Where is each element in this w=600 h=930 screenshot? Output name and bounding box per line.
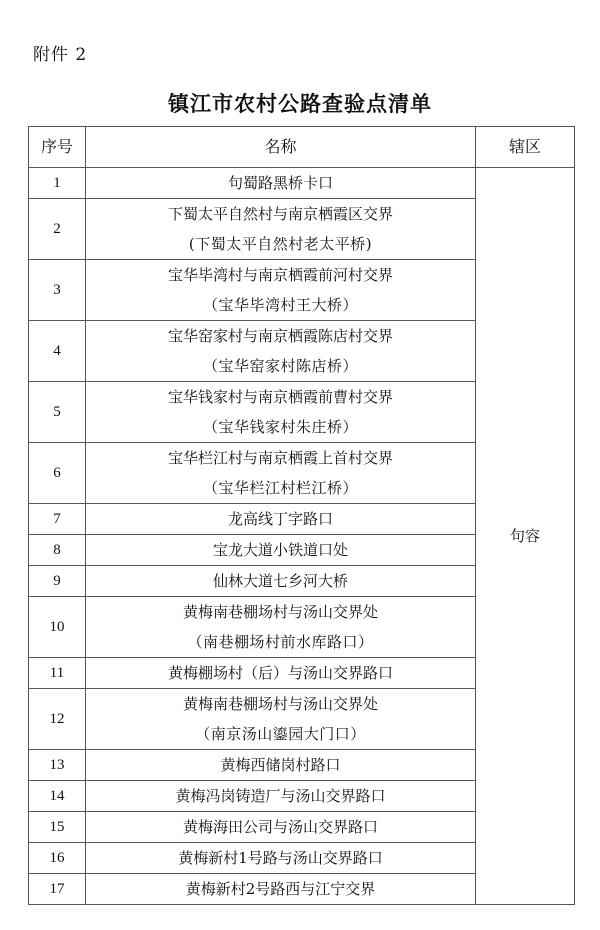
- row-name-cell: [86, 443, 476, 504]
- row-name: 黄梅新村1号路与汤山交界路口: [178, 849, 383, 867]
- row-name-cell: [86, 535, 476, 566]
- row-serial-number: 11: [29, 658, 86, 689]
- header-serial-number: 序号: [29, 127, 86, 168]
- row-name: 宝华毕湾村与南京栖霞前河村交界: [167, 266, 393, 284]
- row-name-note: （南巷棚场村前水库路口）: [187, 633, 374, 651]
- row-serial-number: 2: [29, 199, 86, 260]
- row-name: 黄梅新村2号路西与江宁交界: [185, 880, 376, 898]
- row-name: 宝华窑家村与南京栖霞陈店村交界: [167, 327, 393, 345]
- row-name-note: (下蜀太平自然村老太平桥): [188, 235, 373, 253]
- table-header-row: [29, 127, 575, 168]
- row-name: 黄梅南巷棚场村与汤山交界处: [182, 695, 378, 713]
- row-name-cell: [86, 843, 476, 874]
- row-name-cell: [86, 689, 476, 750]
- row-name-cell: [86, 504, 476, 535]
- row-name-cell: [86, 168, 476, 199]
- row-name: 黄梅棚场村（后）与汤山交界路口: [167, 664, 393, 682]
- row-name-cell: [86, 321, 476, 382]
- row-serial-number: 4: [29, 321, 86, 382]
- row-name-note: （宝华钱家村朱庄桥）: [202, 418, 358, 436]
- row-name-note: （宝华栏江村栏江桥）: [202, 479, 358, 497]
- row-serial-number: 14: [29, 781, 86, 812]
- row-name: 仙林大道七乡河大桥: [212, 572, 348, 590]
- row-name: 宝龙大道小铁道口处: [212, 541, 348, 559]
- row-serial-number: 8: [29, 535, 86, 566]
- table-body: [29, 168, 575, 905]
- row-serial-number: 17: [29, 874, 86, 905]
- row-serial-number: 6: [29, 443, 86, 504]
- row-name-note: （南京汤山鎏园大门口）: [195, 725, 366, 743]
- row-name: 下蜀太平自然村与南京栖霞区交界: [167, 205, 393, 223]
- district-cell: 句容: [476, 168, 575, 905]
- row-serial-number: 12: [29, 689, 86, 750]
- row-serial-number: 13: [29, 750, 86, 781]
- row-serial-number: 7: [29, 504, 86, 535]
- row-serial-number: 9: [29, 566, 86, 597]
- row-name-note: （宝华毕湾村王大桥）: [202, 296, 358, 314]
- attachment-label: 附件 2: [33, 45, 88, 65]
- row-name-cell: [86, 199, 476, 260]
- row-serial-number: 5: [29, 382, 86, 443]
- row-name: 黄梅海田公司与汤山交界路口: [182, 818, 378, 836]
- table-row: [29, 168, 575, 199]
- row-name: 句蜀路黑桥卡口: [227, 174, 333, 192]
- row-name: 黄梅冯岗铸造厂与汤山交界路口: [175, 787, 386, 805]
- row-name-cell: [86, 812, 476, 843]
- row-serial-number: 1: [29, 168, 86, 199]
- checkpoint-table: [28, 126, 575, 905]
- header-name: 名称: [86, 127, 476, 168]
- row-name: 宝华钱家村与南京栖霞前曹村交界: [167, 388, 393, 406]
- row-name: 黄梅南巷棚场村与汤山交界处: [182, 603, 378, 621]
- row-name-cell: [86, 781, 476, 812]
- row-name-cell: [86, 597, 476, 658]
- row-serial-number: 15: [29, 812, 86, 843]
- row-name-cell: [86, 260, 476, 321]
- row-serial-number: 16: [29, 843, 86, 874]
- row-name-cell: [86, 874, 476, 905]
- row-name: 宝华栏江村与南京栖霞上首村交界: [167, 449, 393, 467]
- row-name-cell: [86, 750, 476, 781]
- row-name: 龙高线丁字路口: [227, 510, 333, 528]
- row-name-cell: [86, 566, 476, 597]
- document-title: 镇江市农村公路查验点清单: [168, 92, 432, 116]
- row-name-note: （宝华窑家村陈店桥）: [202, 357, 358, 375]
- row-name-cell: [86, 658, 476, 689]
- row-serial-number: 3: [29, 260, 86, 321]
- header-district: 辖区: [476, 127, 575, 168]
- row-name-cell: [86, 382, 476, 443]
- row-name: 黄梅西储岗村路口: [220, 756, 341, 774]
- row-serial-number: 10: [29, 597, 86, 658]
